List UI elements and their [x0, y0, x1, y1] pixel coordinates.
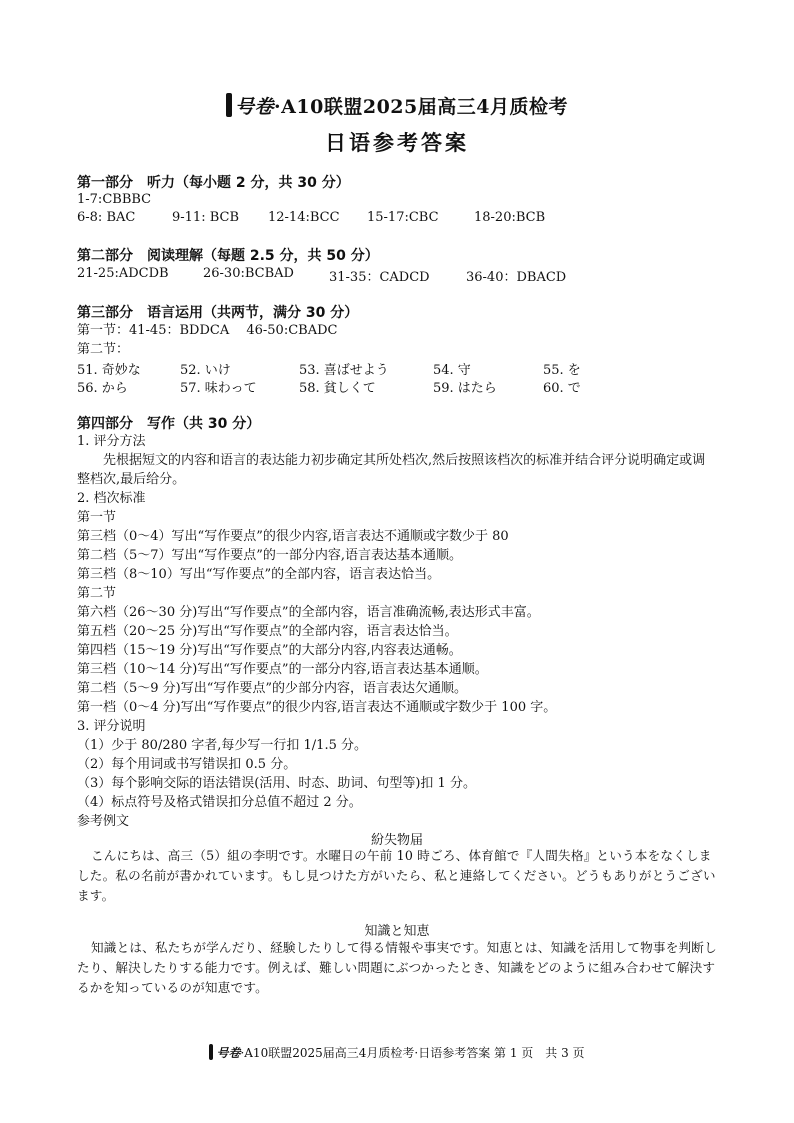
part2-answer-group: 21-25:ADCDB	[77, 266, 169, 281]
scoring-method-title: 1. 评分方法	[77, 434, 146, 449]
brand-name: 号卷	[235, 96, 275, 118]
scoring-note: （4）标点符号及格式错误扣分总值不超过 2 分。	[77, 795, 362, 810]
part2-answer-group: 36-40：DBACD	[466, 270, 567, 285]
part1-answer-group: 15-17:CBC	[367, 210, 439, 225]
part1-answer-group: 18-20:BCB	[474, 210, 546, 225]
footer-brand-name: 号卷	[216, 1046, 241, 1060]
exam-title-text: ·A10联盟2025届高三4月质检考	[274, 96, 568, 118]
page-footer	[0, 1044, 794, 1061]
part1-answers-1-7: 1-7:CBBBC	[77, 192, 152, 207]
part1-answer-group: 12-14:BCC	[268, 210, 340, 225]
section2-label: 第二节	[77, 586, 117, 601]
example2-text: 知識とは、私たちが学んだり、経験したりして得る情報や事実です。知恵とは、知識を活用して物事を判断したり、解決したりする能力です。例えば、難しい問題にぶつかったとき、知識をどのように組み合わせて解決するかを知っているのが知恵です。	[77, 940, 717, 995]
grade-line: 第一档（0～4 分)写出“写作要点”的很少内容,语言表达不通顺或字数少于 100 字。	[77, 700, 557, 715]
part3-heading: 第三部分 语言运用（共两节，满分 30 分）	[77, 305, 359, 321]
grade-line: 第二档（5～7）写出“写作要点”的一部分内容,语言表达基本通顺。	[77, 548, 462, 563]
scoring-note: （1）少于 80/280 字者,每少写一行扣 1/1.5 分。	[77, 738, 367, 753]
part1-answer-group: 9-11: BCB	[172, 210, 240, 225]
part3-answer: 59. はたら	[433, 381, 497, 396]
document-subtitle: 日语参考答案	[325, 130, 469, 155]
part1-answer-group: 6-8: BAC	[77, 210, 136, 225]
part2-answer-group: 26-30:BCBAD	[203, 266, 294, 281]
grade-standard-title: 2. 档次标准	[77, 491, 146, 506]
scoring-method-text: 先根据短文的内容和语言的表达能力初步确定其所处档次,然后按照该档次的标准并结合评分说明确定或调整档次,最后给分。	[77, 453, 706, 487]
scoring-note: （2）每个用词或书写错误扣 0.5 分。	[77, 757, 297, 772]
sample-essays-label: 参考例文	[77, 814, 130, 829]
footer-brand-logo-mark	[209, 1044, 213, 1060]
part3-answer: 54. 守	[433, 363, 471, 378]
part3-section1: 第一节：41-45：BDDCA 46-50:CBADC	[77, 323, 338, 338]
part3-answer: 53. 喜ばせよう	[299, 363, 389, 378]
part4-heading: 第四部分 写作（共 30 分）	[77, 416, 261, 432]
example1-title: 紛失物届	[370, 833, 423, 848]
grade-line: 第二档（5～9 分)写出“写作要点”的少部分内容，语言表达欠通顺。	[77, 681, 468, 696]
grade-line: 第四档（15～19 分)写出“写作要点”的大部分内容,内容表达通畅。	[77, 643, 462, 658]
part3-answer: 51. 奇妙な	[77, 363, 141, 378]
example1-text: こんにちは、高三（5）組の李明です。水曜日の午前 10 時ごろ、体育館で『人間失格』という本をなくしました。私の名前が書かれています。もし見つけた方がいたら、私と連絡してください。どうもありがとうございます。	[77, 848, 716, 903]
footer-text: ·A10联盟2025届高三4月质检考·日语参考答案 第 1 页 共 3 页	[240, 1046, 585, 1060]
section1-label: 第一节	[77, 510, 117, 525]
exam-title	[0, 92, 794, 119]
grade-line: 第五档（20～25 分)写出“写作要点”的全部内容，语言表达恰当。	[77, 624, 458, 639]
part3-answer: 52. いけ	[180, 363, 231, 378]
grade-line: 第六档（26～30 分)写出“写作要点”的全部内容，语言准确流畅,表达形式丰富。	[77, 605, 540, 620]
part3-answer: 60. で	[543, 381, 581, 396]
grade-line: 第三档（0～4）写出“写作要点”的很少内容,语言表达不通顺或字数少于 80	[77, 529, 509, 544]
part2-answer-group: 31-35：CADCD	[329, 270, 430, 285]
part3-answer: 56. から	[77, 381, 128, 396]
part3-section2-label: 第二节：	[77, 342, 130, 357]
grade-line: 第三档（10～14 分)写出“写作要点”的一部分内容,语言表达基本通顺。	[77, 662, 488, 677]
scoring-notes-title: 3. 评分说明	[77, 719, 146, 734]
brand-logo-mark	[226, 93, 232, 117]
part3-answer: 58. 貧しくて	[299, 381, 376, 396]
part1-heading: 第一部分 听力（每小题 2 分，共 30 分）	[77, 175, 350, 191]
part2-heading: 第二部分 阅读理解（每题 2.5 分，共 50 分）	[77, 248, 379, 264]
part3-answer: 57. 味わって	[180, 381, 257, 396]
grade-line: 第三档（8～10）写出“写作要点”的全部内容，语言表达恰当。	[77, 567, 441, 582]
scoring-note: （3）每个影响交际的语法错误(活用、时态、助词、句型等)扣 1 分。	[77, 776, 476, 791]
part3-answer: 55. を	[543, 363, 581, 378]
example2-title: 知識と知恵	[364, 924, 430, 939]
